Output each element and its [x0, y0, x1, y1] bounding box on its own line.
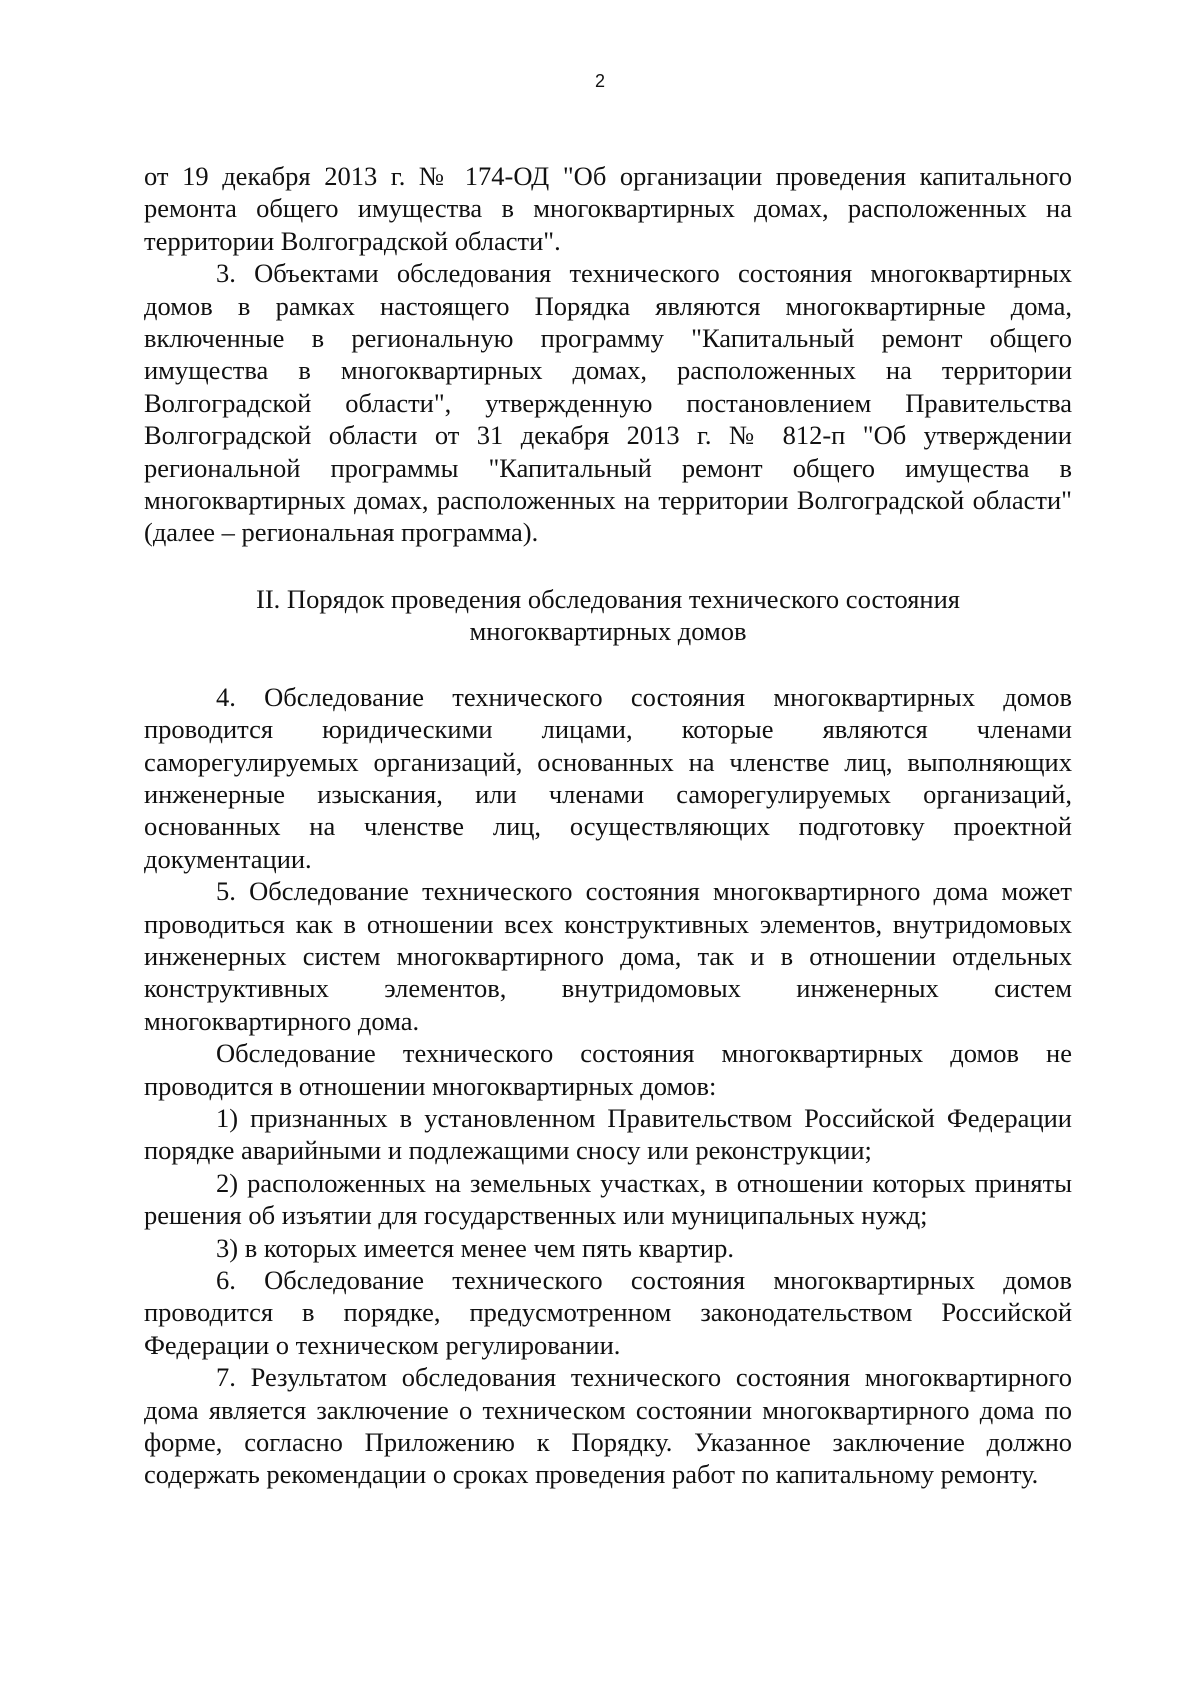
section-heading-line-2: многоквартирных домов	[469, 616, 747, 647]
exception-item-1: 1) признанных в установленном Правительством Российской Федерации порядке аварийными и подлежащими сносу или реконструкции;	[144, 1102, 1072, 1166]
exception-item-3: 3) в которых имеется менее чем пять квартир.	[216, 1232, 734, 1263]
paragraph-5-exception-intro: Обследование технического состояния многоквартирных домов не проводится в отношении многоквартирных домов:	[144, 1038, 1072, 1101]
page-number: 2	[594, 71, 605, 91]
section-heading-line-1: II. Порядок проведения обследования технического состояния	[256, 583, 960, 614]
document-body	[144, 160, 1072, 1491]
section-heading	[144, 583, 1072, 648]
continuation-paragraph: от 19 декабря 2013 г. № 174-ОД "Об организации проведения капитального ремонта общего имущества в многоквартирных домах, расположенных на территории Волгоградской области".	[144, 161, 1072, 256]
paragraph-7: 7. Результатом обследования технического состояния многоквартирного дома является заключение о техническом состоянии многоквартирного дома по форме, согласно Приложению к Порядку. Указанное заключение должно содержать рекомендации о сроках проведения работ по капитальному ремонту.	[144, 1362, 1072, 1490]
paragraph-5: 5. Обследование технического состояния многоквартирного дома может проводиться как в отношении всех конструктивных элементов, внутридомовых инженерных систем многоквартирного дома, так и в отношении отдельных конструктивных элементов, внутридомовых инженерных систем многоквартирного дома.	[144, 876, 1072, 1036]
paragraph-6: 6. Обследование технического состояния многоквартирных домов проводится в порядке, предусмотренном законодательством Российской Федерации о техническом регулировании.	[144, 1265, 1072, 1360]
paragraph-3: 3. Объектами обследования технического состояния многоквартирных домов в рамках настоящего Порядка являются многоквартирные дома, включенные в региональную программу "Капитальный ремонт общего имущества в многоквартирных домах, расположенных на территории Волгоградской области", утвержденную постановлением Правительства Волгоградской области от 31 декабря 2013 г. № 812-п "Об утверждении региональной программы "Капитальный ремонт общего имущества в многоквартирных домах, расположенных на территории Волгоградской области" (далее – региональная программа).	[144, 258, 1072, 548]
exception-item-2: 2) расположенных на земельных участках, в отношении которых приняты решения об изъятии для государственных или муниципальных нужд;	[144, 1167, 1072, 1231]
paragraph-4: 4. Обследование технического состояния многоквартирных домов проводится юридическими лицами, которые являются членами саморегулируемых организаций, основанных на членстве лиц, выполняющих инженерные изыскания, или членами саморегулируемых организаций, основанных на членстве лиц, осуществляющих подготовку проектной документации.	[144, 681, 1072, 874]
